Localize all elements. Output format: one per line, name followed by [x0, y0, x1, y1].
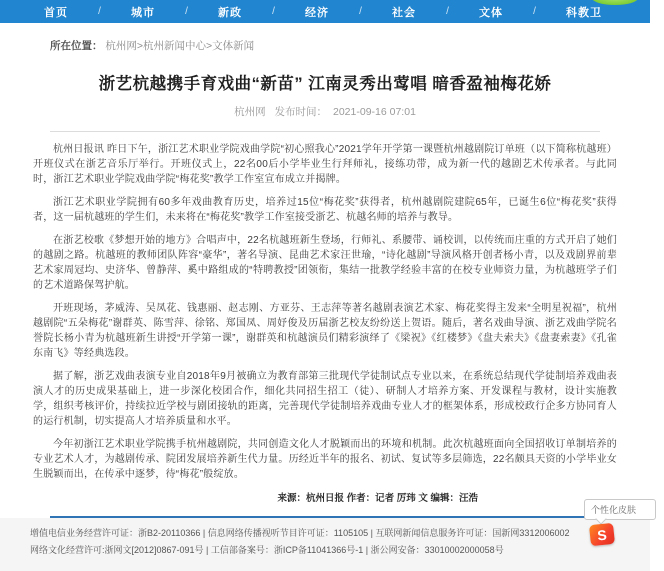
- article-paragraph: 在浙艺校歌《梦想开始的地方》合唱声中，22名杭越班新生登场，行师礼、系腰带、诵校训，以传统而庄重的方式开启了她们的越剧之路。杭越班的教师团队阵容“豪华”，著名导演、昆曲艺术家汪世瑜，“诗化越剧”导演风格开创者杨小青，以及戏剧界前辈艺术家周冠均、史济华、曾静萍、奚中路组成的“特聘教授”团领衔，集结一批教学经验丰富的在校专业师资力量，为杭越班学子们的艺术道路保驾护航。: [33, 235, 617, 291]
- sogou-ime-icon[interactable]: S: [589, 523, 615, 546]
- meta-publish-time: 2021-09-16 07:01: [333, 106, 416, 118]
- nav-separator: /: [446, 6, 449, 17]
- nav-item-education[interactable]: 科教卫: [566, 6, 602, 19]
- breadcrumb-label: 所在位置：: [50, 40, 103, 52]
- nav-item-city[interactable]: 城市: [131, 6, 155, 19]
- nav-separator: /: [98, 6, 101, 17]
- article-paragraph: 据了解，浙艺戏曲表演专业自2018年9月被确立为教育部第三批现代学徒制试点专业以来，在系统总结现代学徒制培养戏曲表演人才的历史成果基础上，进一步深化校团合作，细化共同招生招工（徒）、研制人才培养方案、开发课程与教材，设计实施教学，组织考核评价，持续拉近学校与剧团接轨的距离，完善现代学徒制培养戏曲专业人才的框架体系，形成校政行企多方协同育人的运行机制，切实提高人才培养质量和水平。: [33, 371, 617, 427]
- page-title: 浙艺杭越携手育戏曲“新苗” 江南灵秀出莺唱 暗香盈袖梅花娇: [98, 75, 552, 93]
- breadcrumb: [50, 38, 650, 53]
- site-footer: [0, 518, 650, 571]
- article-meta: [0, 104, 650, 119]
- footer-license-line1: 增值电信业务经营许可证：浙B2-20110366 | 信息网络传播视听节目许可证：1105105 | 互联网新闻信息服务许可证：国新网3312006002: [30, 528, 570, 538]
- nav-separator: /: [272, 6, 275, 17]
- meta-publish-label: 发布时间：: [274, 106, 327, 118]
- title-divider: [50, 131, 600, 132]
- article-paragraph: 杭州日报讯 昨日下午，浙江艺术职业学院戏曲学院“初心照我心”2021学年开学第一课暨杭州越剧院订单班（以下简称杭越班）开班仪式在浙艺音乐厅举行。开班仪式上，22名00后小学毕业生行拜师礼，接练功带，成为新一代的越剧艺术传承者。与此同时，浙江艺术职业学院戏曲学院“梅花奖”教学工作室宣布成立并揭牌。: [33, 144, 617, 185]
- article-body: [33, 142, 617, 482]
- nav-separator: /: [359, 6, 362, 17]
- footer-license-line2: 网络文化经营许可:浙网文[2012]0867-091号 | 工信部备案号：浙ICP备11041366号-1 | 浙公网安备：33010002000058号: [30, 545, 504, 555]
- nav-item-culture[interactable]: 文体: [479, 6, 503, 19]
- nav-item-policy[interactable]: 新政: [218, 6, 242, 19]
- nav-separator: /: [185, 6, 188, 17]
- article-paragraph: 浙江艺术职业学院拥有60多年戏曲教育历史，培养过15位“梅花奖”获得者，杭州越剧院建院65年，已诞生6位“梅花奖”获得者，这一届杭越班的学生们，未来将在“梅花奖”教学工作室接受浙艺、杭越名师的培养与教导。: [33, 197, 617, 223]
- nav-menu: [44, 4, 602, 20]
- footer-license-block: [30, 526, 570, 557]
- breadcrumb-path[interactable]: 杭州网>杭州新闻中心>文体新闻: [105, 40, 255, 52]
- nav-separator: /: [533, 6, 536, 17]
- article-paragraph: 开班现场，茅威涛、吴凤花、钱惠丽、赵志刚、方亚芬、王志萍等著名越剧表演艺术家、梅花奖得主发来“全明星祝福”，杭州越剧院“五朵梅花”谢群英、陈雪萍、徐铭、郑国凤、周妤俊及历届浙艺校友纷纷送上贺语。随后，著名戏曲导演、浙艺戏曲学院名誉院长杨小青为杭越班新生讲授“开学第一课”，谢群英和杭越演员们精彩演绎了《梁祝》《红楼梦》《盘夫索夫》《盘妻索妻》《孔雀东南飞》等经典选段。: [33, 303, 617, 359]
- nav-item-home[interactable]: 首页: [44, 6, 68, 19]
- meta-source: 杭州网: [234, 106, 266, 118]
- ime-widget: [584, 499, 664, 545]
- nav-item-economy[interactable]: 经济: [305, 6, 329, 19]
- nav-item-society[interactable]: 社会: [392, 6, 416, 19]
- ime-tooltip: 个性化皮肤: [584, 499, 656, 520]
- top-nav-bar: [0, 0, 650, 23]
- article-paragraph: 今年初浙江艺术职业学院携手杭州越剧院，共同创造文化人才脱颖而出的环境和机制。此次杭越班面向全国招收订单制培养的专业艺术人才，为越剧传承、院团发展培养新生代力量。历经近半年的报名、初试、复试等多层筛选，22名颇具天资的小学毕业女生脱颖而出，在传承中逐梦，待“梅花”般绽放。: [33, 439, 617, 480]
- article-byline: 来源：杭州日报 作者：记者 厉玮 文 编辑：汪浩: [277, 493, 478, 504]
